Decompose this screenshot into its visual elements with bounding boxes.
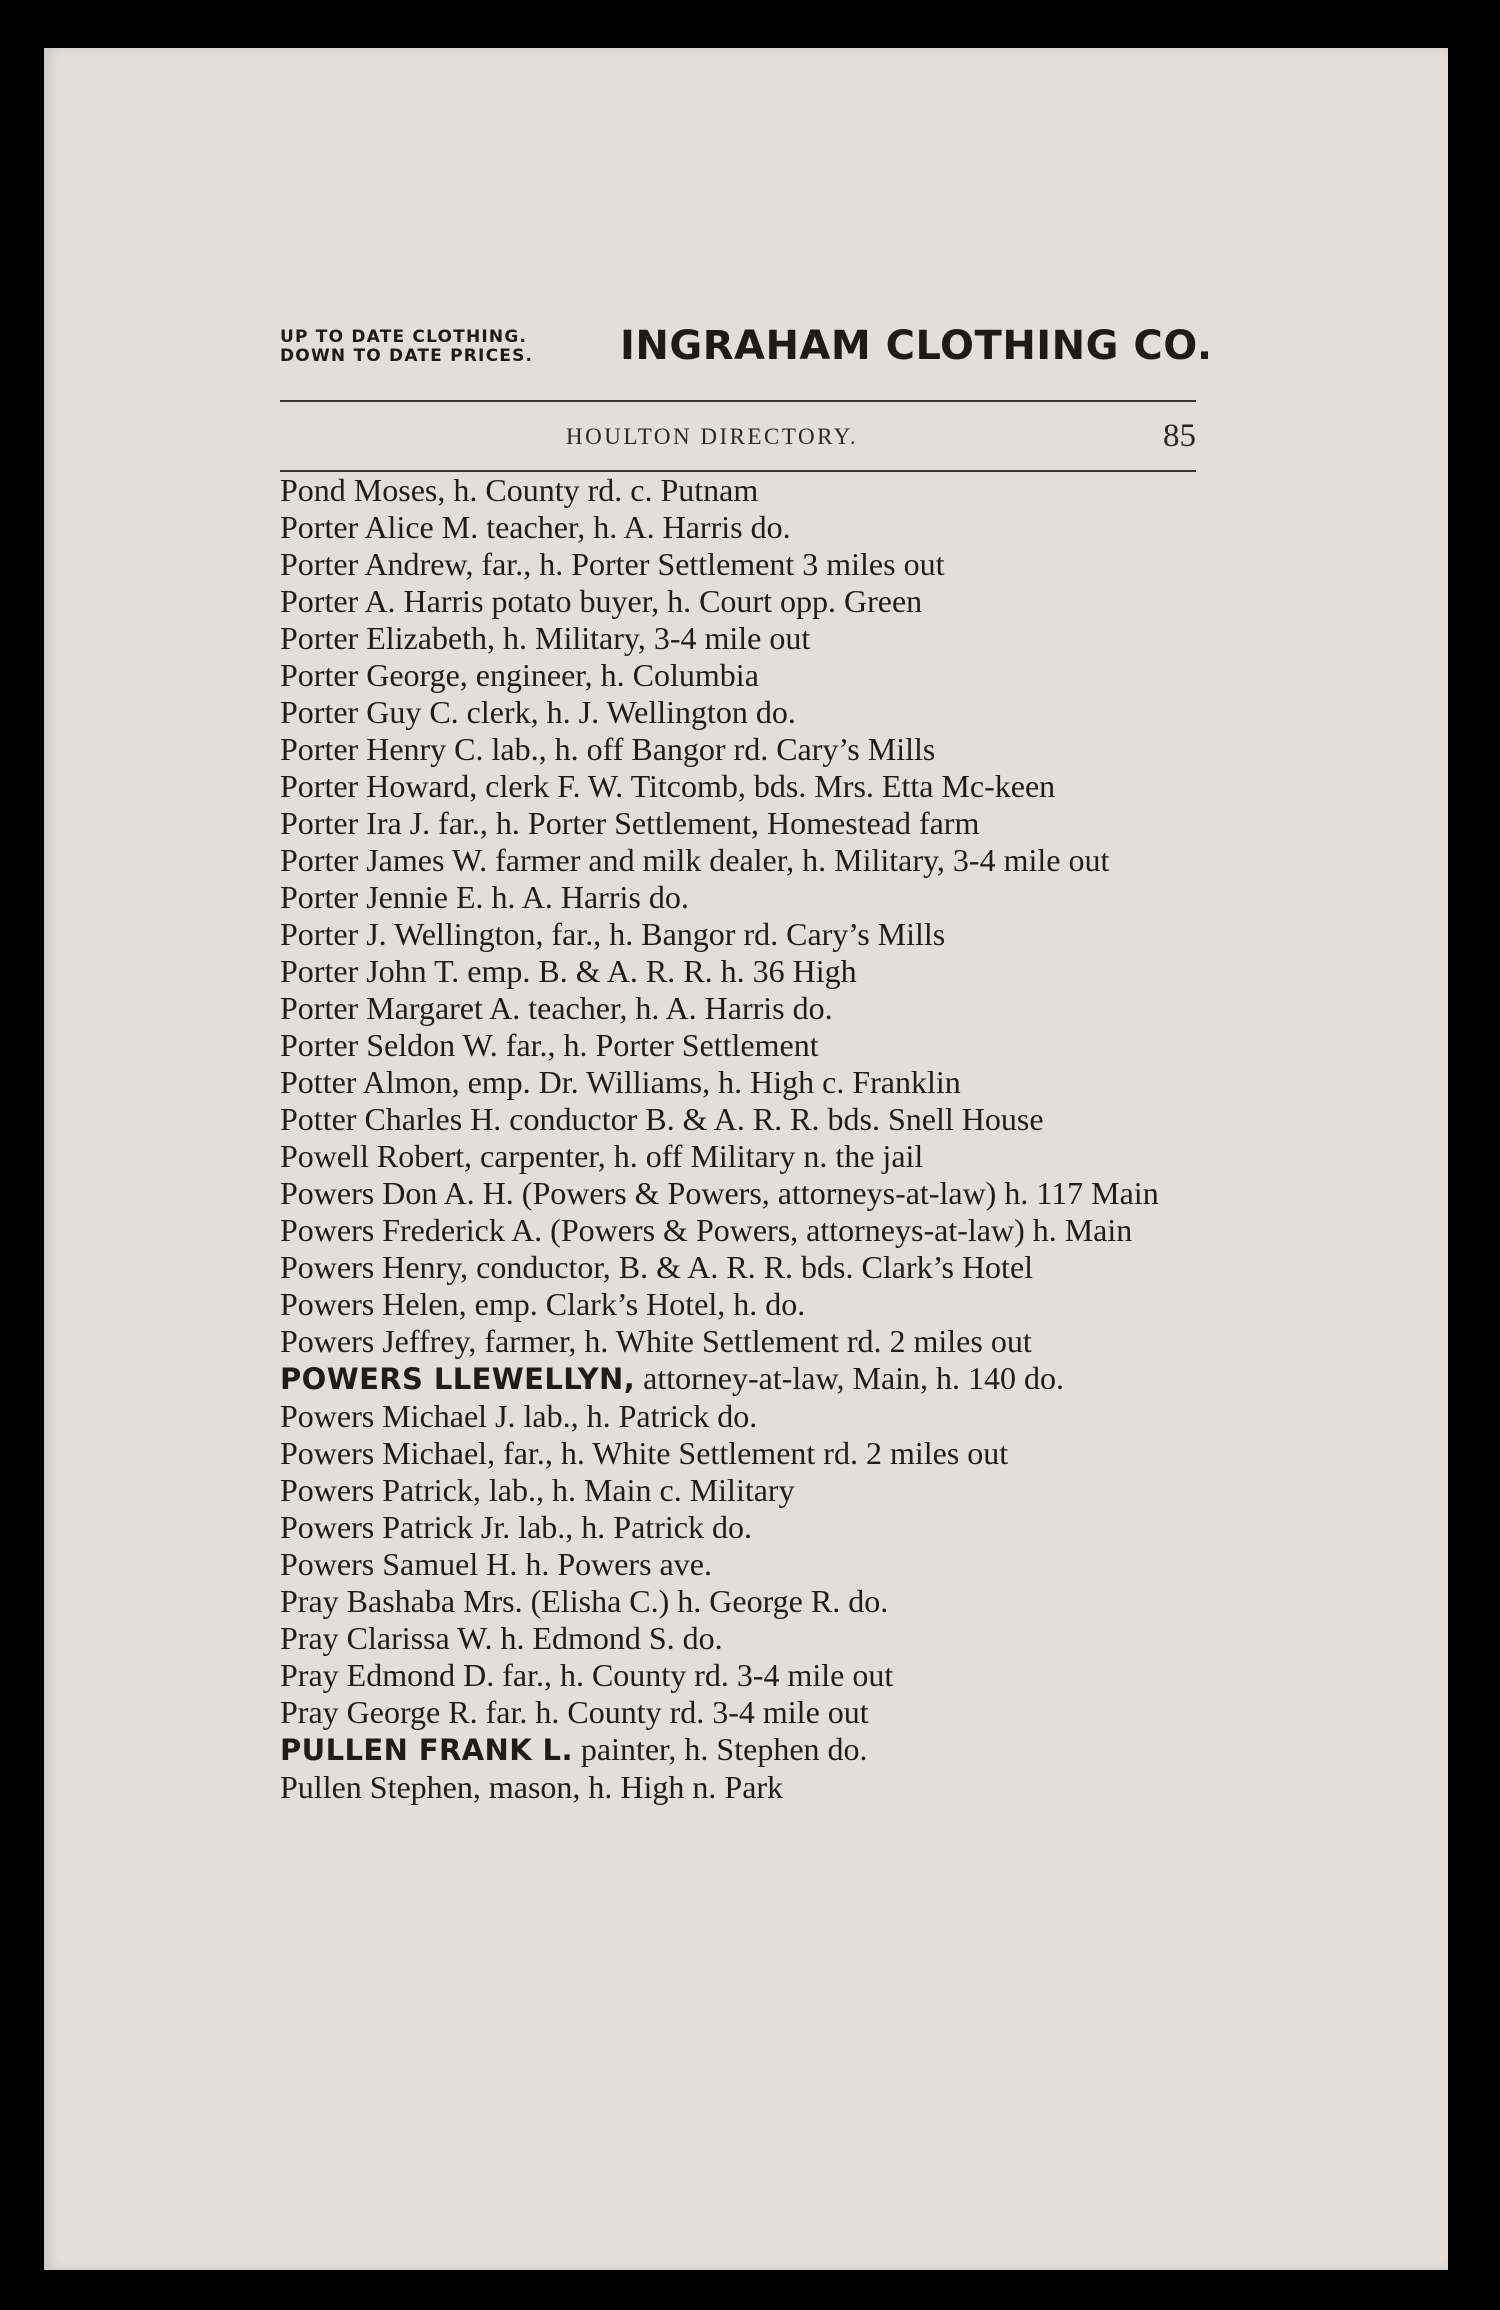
entry-name: Powers Frederick A. [280, 1212, 543, 1248]
entry-name: Porter James W. [280, 842, 488, 878]
entry-name: Powers Michael, [280, 1435, 496, 1471]
entry-details: conductor B. & A. R. R. bds. Snell House [501, 1101, 1044, 1137]
directory-entry [280, 990, 1210, 1027]
company-name: INGRAHAM CLOTHING CO. [620, 323, 1213, 369]
directory-entry [280, 1212, 1210, 1249]
entry-details: lab., h. Patrick do. [510, 1509, 752, 1545]
entry-details: far., h. Porter Settlement 3 miles out [473, 546, 945, 582]
entry-name: Porter Seldon W. [280, 1027, 498, 1063]
entry-name: Porter Elizabeth, [280, 620, 496, 656]
entry-details: lab., h. Patrick do. [515, 1398, 758, 1434]
directory-entry [280, 509, 1210, 546]
entry-name: Porter John T. [280, 953, 460, 989]
running-head [280, 420, 1196, 460]
entry-details: (Elisha C.) h. George R. do. [522, 1583, 889, 1619]
directory-entry [280, 1286, 1210, 1323]
entry-name: Porter George, [280, 657, 468, 693]
advertisement-header [280, 322, 1213, 382]
entry-name: Pray George R. [280, 1694, 478, 1730]
entry-name: Powers Henry, [280, 1249, 469, 1285]
entry-details: teacher, h. A. Harris do. [520, 990, 833, 1026]
entry-details: teacher, h. A. Harris do. [478, 509, 791, 545]
entry-details: h. Edmond S. do. [492, 1620, 723, 1656]
entry-name: PULLEN FRANK L. [280, 1733, 573, 1767]
directory-entry [280, 1435, 1210, 1472]
entry-details: emp. Dr. Williams, h. High c. Franklin [459, 1064, 961, 1100]
entry-name: Powers Patrick, [280, 1472, 481, 1508]
entry-details: far., h. County rd. 3-4 mile out [494, 1657, 894, 1693]
entry-name: Porter Margaret A. [280, 990, 521, 1026]
directory-entry [280, 546, 1210, 583]
directory-title: HOULTON DIRECTORY. [566, 424, 859, 449]
slogan-line-1: UP TO DATE CLOTHING. [280, 327, 528, 347]
directory-entry [280, 1769, 1210, 1806]
entry-name: Powers Samuel H. [280, 1546, 518, 1582]
directory-entry [280, 657, 1210, 694]
slogan [280, 328, 533, 366]
directory-entry [280, 1657, 1210, 1694]
entry-details: engineer, h. Columbia [467, 657, 759, 693]
entry-details: emp. Clark’s Hotel, h. do. [466, 1286, 806, 1322]
directory-entry [280, 620, 1210, 657]
directory-entry [280, 916, 1210, 953]
entry-name: Powell Robert, [280, 1138, 472, 1174]
directory-entry [280, 805, 1210, 842]
directory-entry [280, 1583, 1210, 1620]
entry-name: POWERS LLEWELLYN, [280, 1362, 636, 1396]
directory-entry [280, 842, 1210, 879]
entry-details: far., h. Porter Settlement, Homestead farm [430, 805, 980, 841]
entry-details: painter, h. Stephen do. [572, 1731, 868, 1767]
directory-entry [280, 583, 1210, 620]
entry-details: carpenter, h. off Military n. the jail [471, 1138, 924, 1174]
directory-entries [280, 472, 1210, 1806]
entry-details: attorney-at-law, Main, h. 140 do. [635, 1360, 1065, 1396]
entry-name: Porter A. Harris [280, 583, 484, 619]
entry-details: farmer, h. White Settlement rd. 2 miles out [476, 1323, 1032, 1359]
entry-details: conductor, B. & A. R. R. bds. Clark’s Hotel [468, 1249, 1034, 1285]
directory-entry [280, 1027, 1210, 1064]
directory-entry [280, 1398, 1210, 1435]
entry-name: Pray Clarissa W. [280, 1620, 493, 1656]
entry-name: Powers Patrick Jr. [280, 1509, 511, 1545]
entry-name: Powers Don A. H. [280, 1175, 514, 1211]
entry-name: Powers Jeffrey, [280, 1323, 477, 1359]
entry-details: far., h. Bangor rd. Cary’s Mills [543, 916, 946, 952]
directory-entry [280, 472, 1210, 509]
entry-name: Powers Michael J. [280, 1398, 516, 1434]
directory-entry [280, 694, 1210, 731]
directory-entry [280, 768, 1210, 805]
entry-name: Porter Andrew, [280, 546, 474, 582]
directory-entry [280, 879, 1210, 916]
directory-entry [280, 1694, 1210, 1731]
entry-name: Powers Helen, [280, 1286, 467, 1322]
header-rule [280, 400, 1196, 402]
entry-details: lab., h. Main c. Military [480, 1472, 795, 1508]
entry-name: Porter Ira J. [280, 805, 431, 841]
directory-entry [280, 1064, 1210, 1101]
entry-name: Porter J. Wellington, [280, 916, 544, 952]
directory-entry [280, 1509, 1210, 1546]
entry-details: far. h. County rd. 3-4 mile out [477, 1694, 869, 1730]
entry-name: Potter Charles H. [280, 1101, 502, 1137]
entry-name: Porter Jennie E. [280, 879, 484, 915]
directory-entry [280, 1360, 1210, 1398]
entry-name: Porter Howard, [280, 768, 478, 804]
entry-details: (Powers & Powers, attorneys-at-law) h. 117 Main [513, 1175, 1159, 1211]
entry-name: Pond Moses, [280, 472, 446, 508]
directory-entry [280, 1323, 1210, 1360]
entry-details: h. Military, 3-4 mile out [495, 620, 811, 656]
entry-name: Pray Bashaba Mrs. [280, 1583, 523, 1619]
directory-entry [280, 1175, 1210, 1212]
entry-name: Potter Almon, [280, 1064, 460, 1100]
entry-details: mason, h. High n. Park [480, 1769, 784, 1805]
directory-entry [280, 1731, 1210, 1769]
entry-details: farmer and milk dealer, h. Military, 3-4 mile out [487, 842, 1110, 878]
entry-name: Porter Alice M. [280, 509, 479, 545]
directory-entry [280, 1472, 1210, 1509]
entry-details: emp. B. & A. R. R. h. 36 High [459, 953, 857, 989]
entry-details: far., h. White Settlement rd. 2 miles out [495, 1435, 1009, 1471]
directory-entry [280, 731, 1210, 768]
entry-name: Porter Guy C. [280, 694, 459, 730]
directory-entry [280, 1138, 1210, 1175]
page-number: 85 [1163, 418, 1196, 454]
directory-entry [280, 1546, 1210, 1583]
slogan-line-2: DOWN TO DATE PRICES. [280, 346, 534, 366]
entry-details: h. Powers ave. [517, 1546, 712, 1582]
entry-details: h. A. Harris do. [483, 879, 689, 915]
entry-details: clerk F. W. Titcomb, bds. Mrs. Etta Mc-keen [477, 768, 1056, 804]
directory-entry [280, 1620, 1210, 1657]
entry-details: h. County rd. c. Putnam [445, 472, 759, 508]
entry-details: far., h. Porter Settlement [497, 1027, 819, 1063]
directory-entry [280, 953, 1210, 990]
entry-name: Porter Henry C. [280, 731, 484, 767]
entry-details: (Powers & Powers, attorneys-at-law) h. Main [542, 1212, 1133, 1248]
directory-entry [280, 1101, 1210, 1138]
entry-name: Pray Edmond D. [280, 1657, 495, 1693]
entry-details: clerk, h. J. Wellington do. [458, 694, 796, 730]
entry-details: potato buyer, h. Court opp. Green [483, 583, 923, 619]
entry-details: lab., h. off Bangor rd. Cary’s Mills [483, 731, 936, 767]
directory-entry [280, 1249, 1210, 1286]
entry-name: Pullen Stephen, [280, 1769, 481, 1805]
